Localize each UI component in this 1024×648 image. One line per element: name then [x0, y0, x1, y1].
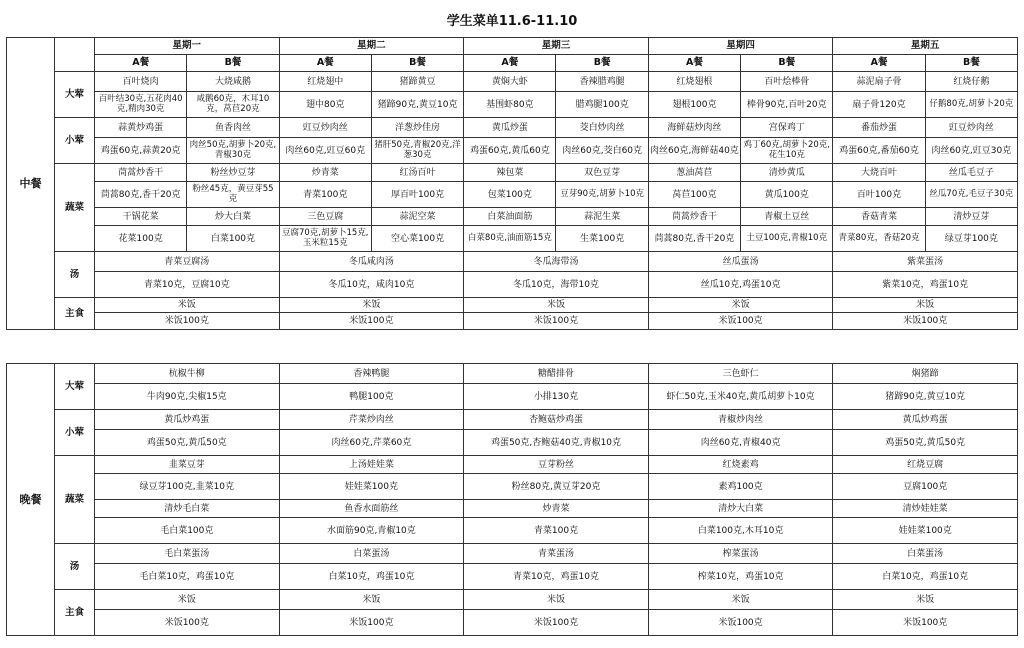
staple-amount: 米饭100克	[648, 313, 833, 330]
dish-name: 宫保鸡丁	[741, 118, 833, 138]
dish-name: 粉丝炒豆芽	[187, 164, 279, 182]
b-meal-header: B餐	[371, 55, 463, 72]
staple-name: 米饭	[648, 298, 833, 313]
dish-name: 焖猪蹄	[833, 364, 1018, 384]
dish-ingredients: 基围虾80克	[464, 92, 556, 118]
dish-ingredients: 厚百叶100克	[371, 182, 463, 208]
table-row	[7, 298, 1018, 313]
dish-ingredients: 白菜100克	[187, 226, 279, 252]
soup-ingredients: 青菜10克，鸡蛋10克	[464, 564, 649, 590]
category-vegetable: 蔬菜	[55, 456, 95, 544]
a-meal-header: A餐	[279, 55, 371, 72]
dish-ingredients: 娃娃菜100克	[833, 518, 1018, 544]
dish-ingredients: 腊鸡腿100克	[556, 92, 648, 118]
dish-name: 清炒毛白菜	[95, 500, 280, 518]
dish-ingredients: 土豆100克,青椒10克	[741, 226, 833, 252]
soup-name: 冬瓜海带汤	[464, 252, 649, 272]
dish-ingredients: 猪蹄90克,黄豆10克	[371, 92, 463, 118]
soup-ingredients: 丝瓜10克,鸡蛋10克	[648, 272, 833, 298]
soup-name: 毛白菜蛋汤	[95, 544, 280, 564]
table-row	[7, 564, 1018, 590]
table-row	[7, 518, 1018, 544]
table-row	[7, 118, 1018, 138]
dish-name: 香菇青菜	[833, 208, 925, 226]
table-row	[7, 456, 1018, 474]
dish-ingredients: 莴苣100克	[648, 182, 740, 208]
dish-name: 洋葱炒佳房	[371, 118, 463, 138]
table-row	[7, 430, 1018, 456]
dish-name: 红烧仔鹅	[925, 72, 1017, 92]
staple-amount: 米饭100克	[464, 313, 649, 330]
staple-amount: 米饭100克	[833, 313, 1018, 330]
staple-amount: 米饭100克	[95, 610, 280, 636]
dish-ingredients: 青菜100克	[279, 182, 371, 208]
table-row	[7, 182, 1018, 208]
dish-name: 青椒土豆丝	[741, 208, 833, 226]
day-header-mon: 星期一	[95, 38, 280, 55]
b-meal-header: B餐	[556, 55, 648, 72]
dish-ingredients: 小排130克	[464, 384, 649, 410]
dish-name: 茼蒿炒香干	[95, 164, 187, 182]
soup-name: 榨菜蛋汤	[648, 544, 833, 564]
dish-ingredients: 百叶结30克,五花肉40克,精肉30克	[95, 92, 187, 118]
day-header-tue: 星期二	[279, 38, 464, 55]
staple-name: 米饭	[648, 590, 833, 610]
dish-name: 三色虾仁	[648, 364, 833, 384]
dish-ingredients: 鸡蛋60克,番茄60克	[833, 138, 925, 164]
dish-name: 豆芽粉丝	[464, 456, 649, 474]
table-row	[7, 92, 1018, 118]
dish-name: 黄瓜炒鸡蛋	[95, 410, 280, 430]
dish-ingredients: 虾仁50克,玉米40克,黄瓜胡萝卜10克	[648, 384, 833, 410]
staple-name: 米饭	[833, 298, 1018, 313]
table-row	[7, 410, 1018, 430]
dish-ingredients: 肉丝60克,豇豆30克	[925, 138, 1017, 164]
dish-ingredients: 花菜100克	[95, 226, 187, 252]
dish-name: 清炒豆芽	[925, 208, 1017, 226]
staple-name: 米饭	[464, 298, 649, 313]
dish-name: 豇豆炒肉丝	[279, 118, 371, 138]
dish-ingredients: 水面筋90克,青椒10克	[279, 518, 464, 544]
dish-name: 韭菜豆芽	[95, 456, 280, 474]
soup-ingredients: 冬瓜10克，海带10克	[464, 272, 649, 298]
dish-name: 清炒大白菜	[648, 500, 833, 518]
table-row	[7, 500, 1018, 518]
a-meal-header: A餐	[464, 55, 556, 72]
category-soup: 汤	[55, 544, 95, 590]
dish-name: 蒜泥生菜	[556, 208, 648, 226]
lunch-menu-table	[6, 37, 1018, 330]
dish-name: 猪蹄黄豆	[371, 72, 463, 92]
dish-name: 茼蒿炒香干	[648, 208, 740, 226]
dish-name: 蒜泥扇子骨	[833, 72, 925, 92]
dish-ingredients: 鸡蛋60克,蒜黄20克	[95, 138, 187, 164]
dish-name: 番茄炒蛋	[833, 118, 925, 138]
table-row	[7, 364, 1018, 384]
dish-ingredients: 鸡蛋60克,黄瓜60克	[464, 138, 556, 164]
dish-name: 芹菜炒肉丝	[279, 410, 464, 430]
soup-ingredients: 白菜10克，鸡蛋10克	[833, 564, 1018, 590]
dish-name: 香辣腊鸡腿	[556, 72, 648, 92]
soup-name: 青菜蛋汤	[464, 544, 649, 564]
dish-name: 上汤娃娃菜	[279, 456, 464, 474]
dish-name: 红烧翅中	[279, 72, 371, 92]
dish-ingredients: 豆腐70克,胡萝卜15克,玉米粒15克	[279, 226, 371, 252]
dish-ingredients: 粉丝45克，黄豆芽55克	[187, 182, 279, 208]
dish-ingredients: 咸鹅60克，木耳10克，莴苣20克	[187, 92, 279, 118]
dish-ingredients: 翅中80克	[279, 92, 371, 118]
a-meal-header: A餐	[833, 55, 925, 72]
dish-ingredients: 生菜100克	[556, 226, 648, 252]
table-row	[7, 226, 1018, 252]
dish-ingredients: 肉丝60克,豇豆60克	[279, 138, 371, 164]
dish-ingredients: 黄瓜100克	[741, 182, 833, 208]
dish-name: 糖醋排骨	[464, 364, 649, 384]
category-main-dish: 大荤	[55, 72, 95, 118]
dish-ingredients: 肉丝60克,芹菜60克	[279, 430, 464, 456]
dish-name: 百叶烧肉	[95, 72, 187, 92]
dinner-menu-table	[6, 363, 1018, 636]
dish-name: 杭椒牛柳	[95, 364, 280, 384]
soup-ingredients: 榨菜10克，鸡蛋10克	[648, 564, 833, 590]
dish-name: 白菜油面筋	[464, 208, 556, 226]
dish-name: 清炒黄瓜	[741, 164, 833, 182]
soup-name: 青菜豆腐汤	[95, 252, 280, 272]
soup-ingredients: 冬瓜10克，咸肉10克	[279, 272, 464, 298]
b-meal-header: B餐	[187, 55, 279, 72]
b-meal-header: B餐	[741, 55, 833, 72]
staple-name: 米饭	[95, 590, 280, 610]
b-meal-header: B餐	[925, 55, 1017, 72]
dish-ingredients: 肉丝60克,海鲜菇40克	[648, 138, 740, 164]
dish-name: 葱油莴苣	[648, 164, 740, 182]
staple-name: 米饭	[279, 298, 464, 313]
category-soup: 汤	[55, 252, 95, 298]
staple-amount: 米饭100克	[648, 610, 833, 636]
soup-ingredients: 毛白菜10克，鸡蛋10克	[95, 564, 280, 590]
table-row	[7, 208, 1018, 226]
staple-amount: 米饭100克	[464, 610, 649, 636]
soup-name: 紫菜蛋汤	[833, 252, 1018, 272]
dish-ingredients: 扇子骨120克	[833, 92, 925, 118]
dish-ingredients: 猪肝50克,青椒20克,洋葱30克	[371, 138, 463, 164]
staple-name: 米饭	[95, 298, 280, 313]
table-row	[7, 544, 1018, 564]
dish-name: 双色豆芽	[556, 164, 648, 182]
dish-ingredients: 丝瓜70克,毛豆子30克	[925, 182, 1017, 208]
category-main-dish: 大荤	[55, 364, 95, 410]
dish-ingredients: 仔鹅80克,胡萝卜20克	[925, 92, 1017, 118]
lunch-day-header-row	[7, 38, 1018, 55]
table-row	[7, 138, 1018, 164]
dish-ingredients: 肉丝60克,茭白60克	[556, 138, 648, 164]
dish-ingredients: 鸭腿100克	[279, 384, 464, 410]
dish-ingredients: 鸡丁60克,胡萝卜20克,花生10克	[741, 138, 833, 164]
dish-name: 大烧咸鹅	[187, 72, 279, 92]
soup-name: 丝瓜蛋汤	[648, 252, 833, 272]
dish-name: 豇豆炒肉丝	[925, 118, 1017, 138]
dish-ingredients: 牛肉90克,尖椒15克	[95, 384, 280, 410]
dish-name: 黄焖大虾	[464, 72, 556, 92]
dish-name: 干锅花菜	[95, 208, 187, 226]
table-row	[7, 252, 1018, 272]
lunch-meal-label: 中餐	[7, 38, 55, 330]
dish-name: 百叶烩棒骨	[741, 72, 833, 92]
table-row	[7, 313, 1018, 330]
dish-ingredients: 包菜100克	[464, 182, 556, 208]
dish-ingredients: 毛白菜100克	[95, 518, 280, 544]
dish-ingredients: 白菜80克,油面筋15克	[464, 226, 556, 252]
staple-amount: 米饭100克	[279, 610, 464, 636]
staple-amount: 米饭100克	[279, 313, 464, 330]
dish-name: 黄瓜炒鸡蛋	[833, 410, 1018, 430]
table-row	[7, 72, 1018, 92]
dish-ingredients: 鸡蛋50克,杏鲍菇40克,青椒10克	[464, 430, 649, 456]
soup-ingredients: 白菜10克，鸡蛋10克	[279, 564, 464, 590]
dinner-meal-label: 晚餐	[7, 364, 55, 636]
lunch-ab-header-row	[7, 55, 1018, 72]
dish-name: 蒜泥空菜	[371, 208, 463, 226]
dish-ingredients: 素鸡100克	[648, 474, 833, 500]
dish-name: 鱼香水面筋丝	[279, 500, 464, 518]
dish-ingredients: 豆芽90克,胡萝卜10克	[556, 182, 648, 208]
category-small-dish: 小荤	[55, 410, 95, 456]
dish-ingredients: 青菜100克	[464, 518, 649, 544]
table-row	[7, 384, 1018, 410]
dish-ingredients: 鸡蛋50克,黄瓜50克	[833, 430, 1018, 456]
dish-ingredients: 翅根100克	[648, 92, 740, 118]
dish-ingredients: 空心菜100克	[371, 226, 463, 252]
soup-name: 白菜蛋汤	[279, 544, 464, 564]
dish-name: 炒大白菜	[187, 208, 279, 226]
corner-cell	[55, 38, 95, 72]
dish-name: 大烧百叶	[833, 164, 925, 182]
page-title: 学生菜单11.6-11.10	[446, 14, 578, 29]
dish-name: 红烧素鸡	[648, 456, 833, 474]
category-small-dish: 小荤	[55, 118, 95, 164]
staple-amount: 米饭100克	[833, 610, 1018, 636]
staple-name: 米饭	[279, 590, 464, 610]
dish-name: 丝瓜毛豆子	[925, 164, 1017, 182]
dish-ingredients: 白菜100克,木耳10克	[648, 518, 833, 544]
dish-ingredients: 猪蹄90克,黄豆10克	[833, 384, 1018, 410]
dish-name: 鱼香肉丝	[187, 118, 279, 138]
a-meal-header: A餐	[648, 55, 740, 72]
dish-name: 蒜黄炒鸡蛋	[95, 118, 187, 138]
dish-name: 炒青菜	[279, 164, 371, 182]
soup-name: 冬瓜咸肉汤	[279, 252, 464, 272]
dish-ingredients: 茼蒿80克,香干20克	[95, 182, 187, 208]
category-staple: 主食	[55, 590, 95, 636]
staple-name: 米饭	[833, 590, 1018, 610]
dish-name: 杏鲍菇炒鸡蛋	[464, 410, 649, 430]
table-row	[7, 610, 1018, 636]
dish-ingredients: 豆腐100克	[833, 474, 1018, 500]
dish-name: 辣包菜	[464, 164, 556, 182]
category-vegetable: 蔬菜	[55, 164, 95, 252]
day-header-fri: 星期五	[833, 38, 1018, 55]
staple-name: 米饭	[464, 590, 649, 610]
table-row	[7, 474, 1018, 500]
a-meal-header: A餐	[95, 55, 187, 72]
day-header-wed: 星期三	[464, 38, 649, 55]
dish-ingredients: 粉丝80克,黄豆芽20克	[464, 474, 649, 500]
dish-ingredients: 绿豆芽100克	[925, 226, 1017, 252]
dish-ingredients: 青菜80克，香菇20克	[833, 226, 925, 252]
dish-name: 红烧豆腐	[833, 456, 1018, 474]
day-header-thu: 星期四	[648, 38, 833, 55]
dish-ingredients: 肉丝60克,青椒40克	[648, 430, 833, 456]
dish-name: 三色豆腐	[279, 208, 371, 226]
dish-ingredients: 茼蒿80克,香干20克	[648, 226, 740, 252]
dish-ingredients: 肉丝50克,胡萝卜20克,青椒30克	[187, 138, 279, 164]
soup-ingredients: 紫菜10克，鸡蛋10克	[833, 272, 1018, 298]
dish-name: 红汤百叶	[371, 164, 463, 182]
dish-name: 黄瓜炒蛋	[464, 118, 556, 138]
dish-ingredients: 棒骨90克,百叶20克	[741, 92, 833, 118]
table-row	[7, 164, 1018, 182]
table-row	[7, 590, 1018, 610]
staple-amount: 米饭100克	[95, 313, 280, 330]
dish-ingredients: 鸡蛋50克,黄瓜50克	[95, 430, 280, 456]
dish-name: 炒青菜	[464, 500, 649, 518]
soup-ingredients: 青菜10克，豆腐10克	[95, 272, 280, 298]
dish-name: 清炒娃娃菜	[833, 500, 1018, 518]
dish-ingredients: 绿豆芽100克,韭菜10克	[95, 474, 280, 500]
category-staple: 主食	[55, 298, 95, 330]
dish-name: 茭白炒肉丝	[556, 118, 648, 138]
dish-ingredients: 百叶100克	[833, 182, 925, 208]
dish-name: 海鲜菇炒肉丝	[648, 118, 740, 138]
dish-name: 香辣鸭腿	[279, 364, 464, 384]
dish-name: 青椒炒肉丝	[648, 410, 833, 430]
dish-name: 红烧翅根	[648, 72, 740, 92]
table-row	[7, 272, 1018, 298]
soup-name: 白菜蛋汤	[833, 544, 1018, 564]
dish-ingredients: 娃娃菜100克	[279, 474, 464, 500]
